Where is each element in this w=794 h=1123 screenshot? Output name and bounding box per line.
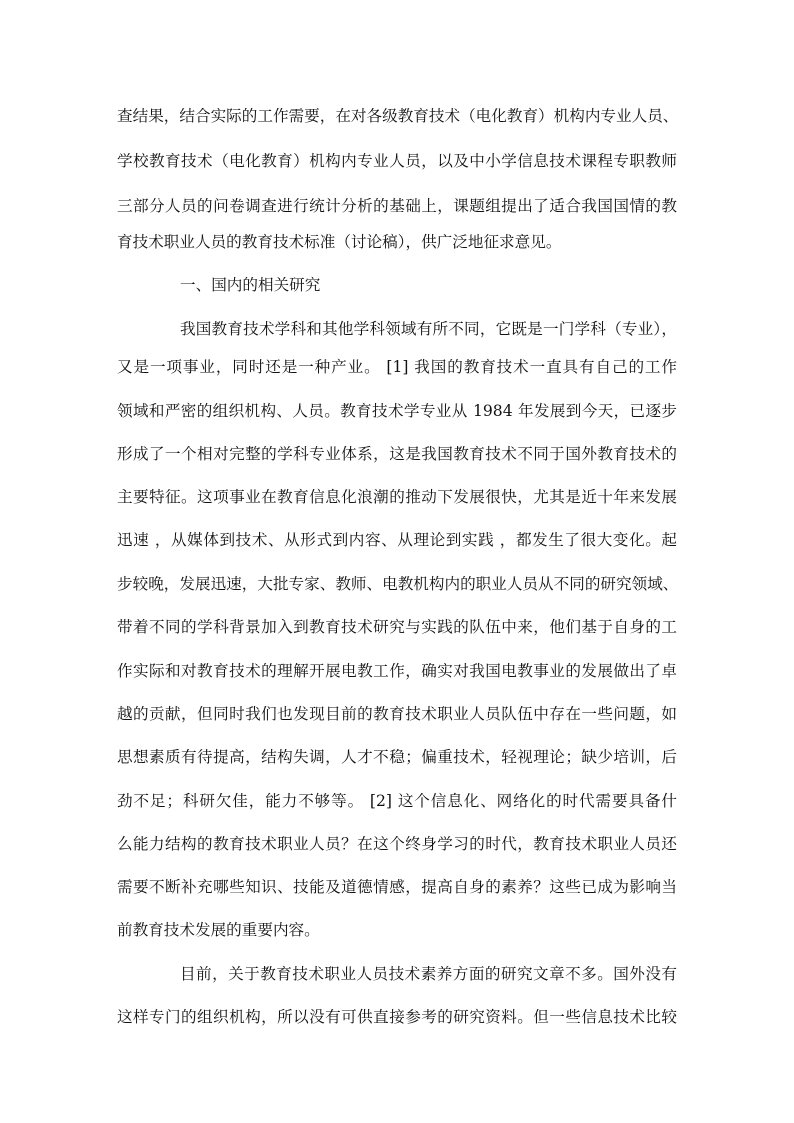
text-line: 领域和严密的组织机构、人员。教育技术学专业从 1984 年发展到今天，已逐步 — [117, 402, 677, 420]
text-line: 又是一项事业，同时还是一种产业。 [1] 我国的教育技术一直具有自己的工作 — [117, 358, 677, 376]
text-line: 前教育技术发展的重要内容。 — [117, 921, 320, 939]
section-heading: 一、国内的相关研究 — [180, 276, 321, 294]
text-line: 思想素质有待提高，结构失调，人才不稳；偏重技术，轻视理论；缺少培训，后 — [117, 748, 677, 766]
text-line: 么能力结构的教育技术职业人员？在这个终身学习的时代，教育技术职业人员还 — [117, 835, 677, 853]
text-line: 需要不断补充哪些知识、技能及道德情感，提高自身的素养？这些已成为影响当 — [117, 878, 677, 896]
text-line: 三部分人员的问卷调查进行统计分析的基础上，课题组提出了适合我国国情的教 — [117, 197, 677, 215]
text-line: 育技术职业人员的教育技术标准（讨论稿），供广泛地征求意见。 — [117, 233, 562, 251]
text-line: 我国教育技术学科和其他学科领域有所不同，它既是一门学科（专业）， — [180, 320, 677, 338]
text-line: 学校教育技术（电化教育）机构内专业人员，以及中小学信息技术课程专职教师 — [117, 152, 677, 170]
text-line: 目前，关于教育技术职业人员技术素养方面的研究文章不多。国外没有 — [180, 965, 677, 983]
text-line: 带着不同的学科背景加入到教育技术研究与实践的队伍中来，他们基于自身的工 — [117, 618, 677, 636]
text-line: 劲不足；科研欠佳，能力不够等。 [2] 这个信息化、网络化的时代需要具备什 — [117, 792, 677, 810]
text-line: 迅速 ，从媒体到技术、从形式到内容、从理论到实践 ，都发生了很大变化。起 — [117, 531, 677, 549]
text-line: 形成了一个相对完整的学科专业体系，这是我国教育技术不同于国外教育技术的 — [117, 445, 677, 463]
text-line: 查结果，结合实际的工作需要，在对各级教育技术（电化教育）机构内专业人员、 — [117, 107, 679, 125]
text-line: 越的贡献，但同时我们也发现目前的教育技术职业人员队伍中存在一些问题，如 — [117, 705, 677, 723]
text-line: 步较晚，发展迅速，大批专家、教师、电教机构内的职业人员从不同的研究领域、 — [117, 575, 679, 593]
text-line: 作实际和对教育技术的理解开展电教工作，确实对我国电教事业的发展做出了卓 — [117, 662, 677, 680]
text-line: 这样专门的组织机构，所以没有可供直接参考的研究资料。但一些信息技术比较 — [117, 1008, 677, 1026]
text-line: 主要特征。这项事业在教育信息化浪潮的推动下发展很快，尤其是近十年来发展 — [117, 488, 677, 506]
